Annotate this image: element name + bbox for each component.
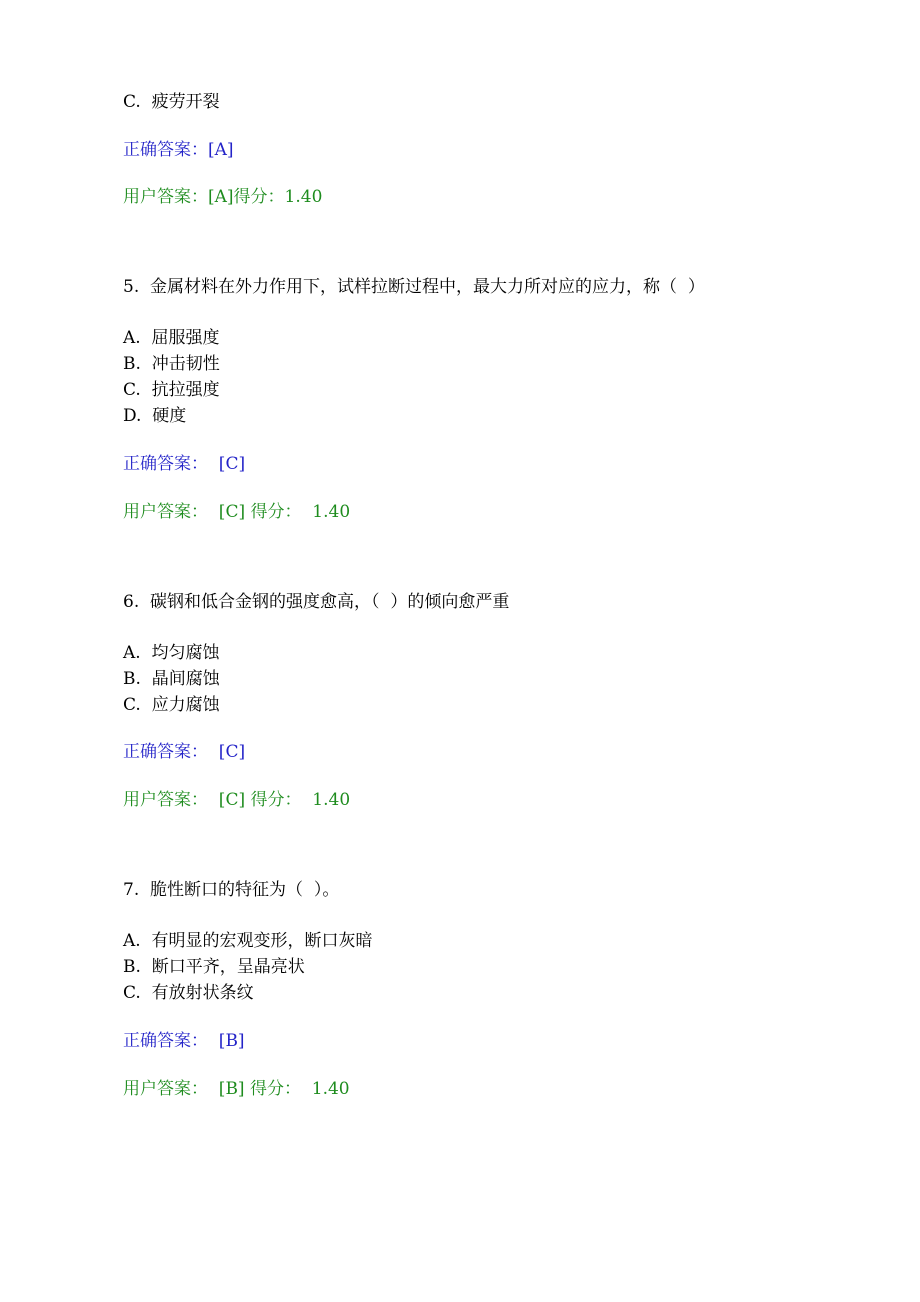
q5-user-answer: 用户答案： [C] 得分： 1.40	[123, 502, 351, 522]
q5-option-c: C. 抗拉强度	[123, 380, 220, 400]
q6-option-c: C. 应力腐蚀	[123, 695, 220, 715]
q7-user-answer: 用户答案： [B] 得分： 1.40	[123, 1079, 350, 1099]
q5-option-a: A. 屈服强度	[123, 328, 220, 348]
q6-option-b: B. 晶间腐蚀	[123, 669, 220, 689]
q6-question: 6. 碳钢和低合金钢的强度愈高，（ ）的倾向愈严重	[123, 592, 510, 612]
q7-correct-answer: 正确答案： [B]	[123, 1031, 245, 1051]
q7-option-c: C. 有放射状条纹	[123, 983, 254, 1003]
q5-question: 5. 金属材料在外力作用下，试样拉断过程中，最大力所对应的应力，称（ ）	[123, 277, 705, 297]
q4-user-answer: 用户答案：[A]得分：1.40	[123, 187, 323, 207]
q4-correct-answer: 正确答案：[A]	[123, 140, 234, 160]
q6-user-answer: 用户答案： [C] 得分： 1.40	[123, 790, 351, 810]
q5-option-b: B. 冲击韧性	[123, 354, 220, 374]
q6-correct-answer: 正确答案： [C]	[123, 742, 246, 762]
q4-option-c: C. 疲劳开裂	[123, 92, 220, 112]
q5-correct-answer: 正确答案： [C]	[123, 454, 246, 474]
q6-option-a: A. 均匀腐蚀	[123, 643, 220, 663]
q7-option-b: B. 断口平齐，呈晶亮状	[123, 957, 305, 977]
q7-option-a: A. 有明显的宏观变形，断口灰暗	[123, 931, 373, 951]
q7-question: 7. 脆性断口的特征为（ ）。	[123, 880, 340, 900]
q5-option-d: D. 硬度	[123, 406, 187, 426]
